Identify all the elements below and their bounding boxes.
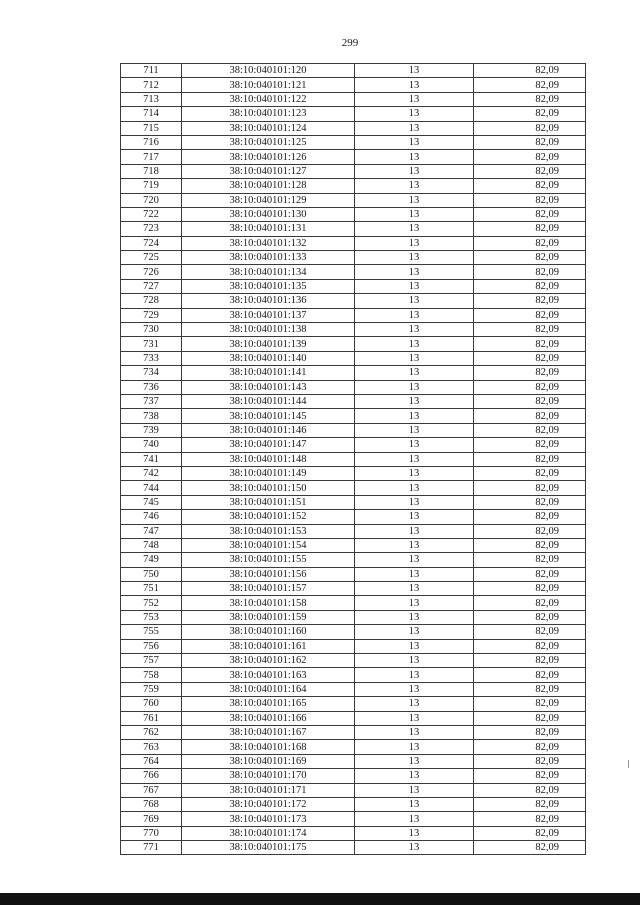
table-row	[121, 826, 586, 840]
value-cell: 82,09	[474, 582, 586, 596]
count-cell: 13	[355, 164, 474, 178]
count-cell: 13	[355, 697, 474, 711]
table-row	[121, 553, 586, 567]
row-number-cell: 763	[121, 740, 182, 754]
cadastral-number-cell: 38:10:040101:130	[182, 207, 355, 221]
count-cell: 13	[355, 308, 474, 322]
row-number-cell: 751	[121, 582, 182, 596]
count-cell: 13	[355, 438, 474, 452]
table-row	[121, 294, 586, 308]
cadastral-number-cell: 38:10:040101:162	[182, 654, 355, 668]
value-cell: 82,09	[474, 841, 586, 855]
row-number-cell: 741	[121, 452, 182, 466]
table-row	[121, 265, 586, 279]
cadastral-number-cell: 38:10:040101:173	[182, 812, 355, 826]
value-cell: 82,09	[474, 366, 586, 380]
value-cell: 82,09	[474, 351, 586, 365]
cadastral-number-cell: 38:10:040101:157	[182, 582, 355, 596]
table-row	[121, 797, 586, 811]
value-cell: 82,09	[474, 754, 586, 768]
count-cell: 13	[355, 380, 474, 394]
table-row	[121, 639, 586, 653]
row-number-cell: 736	[121, 380, 182, 394]
cadastral-number-cell: 38:10:040101:154	[182, 538, 355, 552]
table-row	[121, 711, 586, 725]
value-cell: 82,09	[474, 538, 586, 552]
table-body	[121, 64, 586, 855]
value-cell: 82,09	[474, 294, 586, 308]
row-number-cell: 769	[121, 812, 182, 826]
count-cell: 13	[355, 725, 474, 739]
table-row	[121, 251, 586, 265]
count-cell: 13	[355, 193, 474, 207]
count-cell: 13	[355, 510, 474, 524]
table-row	[121, 308, 586, 322]
row-number-cell: 764	[121, 754, 182, 768]
cadastral-number-cell: 38:10:040101:174	[182, 826, 355, 840]
value-cell: 82,09	[474, 78, 586, 92]
table-row	[121, 697, 586, 711]
row-number-cell: 731	[121, 337, 182, 351]
value-cell: 82,09	[474, 495, 586, 509]
value-cell: 82,09	[474, 725, 586, 739]
value-cell: 82,09	[474, 64, 586, 78]
row-number-cell: 746	[121, 510, 182, 524]
row-number-cell: 738	[121, 409, 182, 423]
value-cell: 82,09	[474, 164, 586, 178]
row-number-cell: 734	[121, 366, 182, 380]
cadastral-number-cell: 38:10:040101:151	[182, 495, 355, 509]
row-number-cell: 770	[121, 826, 182, 840]
table-row	[121, 279, 586, 293]
cadastral-number-cell: 38:10:040101:141	[182, 366, 355, 380]
value-cell: 82,09	[474, 409, 586, 423]
cadastral-number-cell: 38:10:040101:158	[182, 596, 355, 610]
value-cell: 82,09	[474, 265, 586, 279]
table-row	[121, 596, 586, 610]
cadastral-number-cell: 38:10:040101:132	[182, 236, 355, 250]
row-number-cell: 761	[121, 711, 182, 725]
table-row	[121, 769, 586, 783]
value-cell: 82,09	[474, 438, 586, 452]
table-row	[121, 452, 586, 466]
value-cell: 82,09	[474, 797, 586, 811]
table-row	[121, 841, 586, 855]
cadastral-number-cell: 38:10:040101:125	[182, 135, 355, 149]
table-row	[121, 366, 586, 380]
table-row	[121, 754, 586, 768]
count-cell: 13	[355, 222, 474, 236]
cadastral-number-cell: 38:10:040101:129	[182, 193, 355, 207]
cadastral-number-cell: 38:10:040101:153	[182, 524, 355, 538]
table-row	[121, 668, 586, 682]
count-cell: 13	[355, 265, 474, 279]
table-row	[121, 466, 586, 480]
cadastral-number-cell: 38:10:040101:136	[182, 294, 355, 308]
table-row	[121, 135, 586, 149]
value-cell: 82,09	[474, 251, 586, 265]
cadastral-number-cell: 38:10:040101:148	[182, 452, 355, 466]
value-cell: 82,09	[474, 654, 586, 668]
value-cell: 82,09	[474, 481, 586, 495]
cadastral-number-cell: 38:10:040101:145	[182, 409, 355, 423]
cadastral-number-cell: 38:10:040101:146	[182, 423, 355, 437]
cadastral-number-cell: 38:10:040101:159	[182, 610, 355, 624]
count-cell: 13	[355, 107, 474, 121]
value-cell: 82,09	[474, 567, 586, 581]
row-number-cell: 766	[121, 769, 182, 783]
row-number-cell: 758	[121, 668, 182, 682]
count-cell: 13	[355, 294, 474, 308]
row-number-cell: 762	[121, 725, 182, 739]
cadastral-number-cell: 38:10:040101:124	[182, 121, 355, 135]
count-cell: 13	[355, 394, 474, 408]
row-number-cell: 740	[121, 438, 182, 452]
table-row	[121, 380, 586, 394]
table-row	[121, 510, 586, 524]
cadastral-number-cell: 38:10:040101:165	[182, 697, 355, 711]
table-row	[121, 351, 586, 365]
value-cell: 82,09	[474, 337, 586, 351]
count-cell: 13	[355, 841, 474, 855]
table-row	[121, 222, 586, 236]
count-cell: 13	[355, 207, 474, 221]
cadastral-number-cell: 38:10:040101:171	[182, 783, 355, 797]
value-cell: 82,09	[474, 610, 586, 624]
count-cell: 13	[355, 639, 474, 653]
cadastral-number-cell: 38:10:040101:155	[182, 553, 355, 567]
cadastral-number-cell: 38:10:040101:167	[182, 725, 355, 739]
cadastral-number-cell: 38:10:040101:144	[182, 394, 355, 408]
table-row	[121, 193, 586, 207]
count-cell: 13	[355, 654, 474, 668]
row-number-cell: 719	[121, 179, 182, 193]
cadastral-number-cell: 38:10:040101:131	[182, 222, 355, 236]
value-cell: 82,09	[474, 812, 586, 826]
row-number-cell: 716	[121, 135, 182, 149]
table-row	[121, 409, 586, 423]
value-cell: 82,09	[474, 596, 586, 610]
table-row	[121, 582, 586, 596]
page-number: 299	[341, 37, 359, 49]
value-cell: 82,09	[474, 510, 586, 524]
value-cell: 82,09	[474, 697, 586, 711]
value-cell: 82,09	[474, 308, 586, 322]
cadastral-number-cell: 38:10:040101:126	[182, 150, 355, 164]
table-row	[121, 538, 586, 552]
value-cell: 82,09	[474, 452, 586, 466]
cadastral-number-cell: 38:10:040101:156	[182, 567, 355, 581]
row-number-cell: 753	[121, 610, 182, 624]
table-row	[121, 783, 586, 797]
count-cell: 13	[355, 567, 474, 581]
cadastral-number-cell: 38:10:040101:140	[182, 351, 355, 365]
table-row	[121, 121, 586, 135]
value-cell: 82,09	[474, 682, 586, 696]
count-cell: 13	[355, 553, 474, 567]
cadastral-number-cell: 38:10:040101:175	[182, 841, 355, 855]
table-row	[121, 682, 586, 696]
cadastral-number-cell: 38:10:040101:163	[182, 668, 355, 682]
count-cell: 13	[355, 740, 474, 754]
count-cell: 13	[355, 279, 474, 293]
row-number-cell: 712	[121, 78, 182, 92]
count-cell: 13	[355, 251, 474, 265]
value-cell: 82,09	[474, 193, 586, 207]
table-row	[121, 740, 586, 754]
value-cell: 82,09	[474, 207, 586, 221]
table-row	[121, 179, 586, 193]
cadastral-number-cell: 38:10:040101:138	[182, 323, 355, 337]
count-cell: 13	[355, 150, 474, 164]
count-cell: 13	[355, 78, 474, 92]
row-number-cell: 750	[121, 567, 182, 581]
value-cell: 82,09	[474, 711, 586, 725]
row-number-cell: 748	[121, 538, 182, 552]
value-cell: 82,09	[474, 639, 586, 653]
count-cell: 13	[355, 135, 474, 149]
count-cell: 13	[355, 524, 474, 538]
row-number-cell: 756	[121, 639, 182, 653]
row-number-cell: 739	[121, 423, 182, 437]
value-cell: 82,09	[474, 394, 586, 408]
row-number-cell: 714	[121, 107, 182, 121]
value-cell: 82,09	[474, 92, 586, 106]
value-cell: 82,09	[474, 524, 586, 538]
cadastral-number-cell: 38:10:040101:169	[182, 754, 355, 768]
row-number-cell: 742	[121, 466, 182, 480]
count-cell: 13	[355, 495, 474, 509]
count-cell: 13	[355, 812, 474, 826]
count-cell: 13	[355, 179, 474, 193]
cadastral-number-cell: 38:10:040101:161	[182, 639, 355, 653]
table-row	[121, 567, 586, 581]
table-row	[121, 423, 586, 437]
cadastral-number-cell: 38:10:040101:147	[182, 438, 355, 452]
scan-bottom-edge	[0, 893, 640, 905]
row-number-cell: 757	[121, 654, 182, 668]
value-cell: 82,09	[474, 783, 586, 797]
table-row	[121, 64, 586, 78]
row-number-cell: 717	[121, 150, 182, 164]
count-cell: 13	[355, 64, 474, 78]
count-cell: 13	[355, 538, 474, 552]
count-cell: 13	[355, 610, 474, 624]
table-row	[121, 610, 586, 624]
value-cell: 82,09	[474, 222, 586, 236]
cadastral-number-cell: 38:10:040101:168	[182, 740, 355, 754]
value-cell: 82,09	[474, 279, 586, 293]
cadastral-number-cell: 38:10:040101:134	[182, 265, 355, 279]
row-number-cell: 745	[121, 495, 182, 509]
value-cell: 82,09	[474, 323, 586, 337]
cadastral-number-cell: 38:10:040101:139	[182, 337, 355, 351]
table-row	[121, 78, 586, 92]
count-cell: 13	[355, 366, 474, 380]
cadastral-number-cell: 38:10:040101:133	[182, 251, 355, 265]
row-number-cell: 767	[121, 783, 182, 797]
row-number-cell: 727	[121, 279, 182, 293]
count-cell: 13	[355, 596, 474, 610]
value-cell: 82,09	[474, 769, 586, 783]
row-number-cell: 771	[121, 841, 182, 855]
table-row	[121, 92, 586, 106]
value-cell: 82,09	[474, 423, 586, 437]
parcel-table	[120, 63, 586, 855]
table-row	[121, 207, 586, 221]
count-cell: 13	[355, 711, 474, 725]
count-cell: 13	[355, 668, 474, 682]
row-number-cell: 725	[121, 251, 182, 265]
row-number-cell: 718	[121, 164, 182, 178]
table-row	[121, 654, 586, 668]
value-cell: 82,09	[474, 553, 586, 567]
row-number-cell: 747	[121, 524, 182, 538]
table-row	[121, 812, 586, 826]
row-number-cell: 733	[121, 351, 182, 365]
cadastral-number-cell: 38:10:040101:120	[182, 64, 355, 78]
table-row	[121, 524, 586, 538]
cadastral-number-cell: 38:10:040101:152	[182, 510, 355, 524]
row-number-cell: 724	[121, 236, 182, 250]
cadastral-number-cell: 38:10:040101:137	[182, 308, 355, 322]
count-cell: 13	[355, 423, 474, 437]
table-row	[121, 164, 586, 178]
count-cell: 13	[355, 337, 474, 351]
value-cell: 82,09	[474, 135, 586, 149]
row-number-cell: 737	[121, 394, 182, 408]
cadastral-number-cell: 38:10:040101:122	[182, 92, 355, 106]
value-cell: 82,09	[474, 121, 586, 135]
table-row	[121, 150, 586, 164]
count-cell: 13	[355, 682, 474, 696]
row-number-cell: 729	[121, 308, 182, 322]
cadastral-number-cell: 38:10:040101:123	[182, 107, 355, 121]
count-cell: 13	[355, 625, 474, 639]
table-row	[121, 107, 586, 121]
row-number-cell: 730	[121, 323, 182, 337]
row-number-cell: 713	[121, 92, 182, 106]
value-cell: 82,09	[474, 236, 586, 250]
table-row	[121, 438, 586, 452]
cadastral-number-cell: 38:10:040101:128	[182, 179, 355, 193]
value-cell: 82,09	[474, 107, 586, 121]
value-cell: 82,09	[474, 150, 586, 164]
row-number-cell: 760	[121, 697, 182, 711]
count-cell: 13	[355, 826, 474, 840]
count-cell: 13	[355, 481, 474, 495]
table-row	[121, 495, 586, 509]
count-cell: 13	[355, 121, 474, 135]
row-number-cell: 715	[121, 121, 182, 135]
count-cell: 13	[355, 92, 474, 106]
cadastral-number-cell: 38:10:040101:143	[182, 380, 355, 394]
value-cell: 82,09	[474, 826, 586, 840]
scan-edge-mark	[628, 760, 629, 768]
count-cell: 13	[355, 754, 474, 768]
row-number-cell: 722	[121, 207, 182, 221]
count-cell: 13	[355, 582, 474, 596]
cadastral-number-cell: 38:10:040101:121	[182, 78, 355, 92]
value-cell: 82,09	[474, 466, 586, 480]
count-cell: 13	[355, 783, 474, 797]
count-cell: 13	[355, 236, 474, 250]
row-number-cell: 726	[121, 265, 182, 279]
cadastral-number-cell: 38:10:040101:160	[182, 625, 355, 639]
cadastral-number-cell: 38:10:040101:166	[182, 711, 355, 725]
value-cell: 82,09	[474, 179, 586, 193]
cadastral-number-cell: 38:10:040101:164	[182, 682, 355, 696]
table-row	[121, 323, 586, 337]
row-number-cell: 723	[121, 222, 182, 236]
count-cell: 13	[355, 409, 474, 423]
row-number-cell: 752	[121, 596, 182, 610]
cadastral-number-cell: 38:10:040101:149	[182, 466, 355, 480]
cadastral-number-cell: 38:10:040101:127	[182, 164, 355, 178]
table-row	[121, 236, 586, 250]
table-row	[121, 725, 586, 739]
table-row	[121, 394, 586, 408]
table-row	[121, 481, 586, 495]
row-number-cell: 720	[121, 193, 182, 207]
value-cell: 82,09	[474, 380, 586, 394]
count-cell: 13	[355, 797, 474, 811]
cadastral-number-cell: 38:10:040101:170	[182, 769, 355, 783]
value-cell: 82,09	[474, 740, 586, 754]
row-number-cell: 759	[121, 682, 182, 696]
count-cell: 13	[355, 769, 474, 783]
row-number-cell: 711	[121, 64, 182, 78]
cadastral-number-cell: 38:10:040101:172	[182, 797, 355, 811]
count-cell: 13	[355, 452, 474, 466]
count-cell: 13	[355, 351, 474, 365]
table-row	[121, 337, 586, 351]
cadastral-number-cell: 38:10:040101:150	[182, 481, 355, 495]
count-cell: 13	[355, 466, 474, 480]
row-number-cell: 744	[121, 481, 182, 495]
row-number-cell: 749	[121, 553, 182, 567]
table-row	[121, 625, 586, 639]
value-cell: 82,09	[474, 625, 586, 639]
value-cell: 82,09	[474, 668, 586, 682]
row-number-cell: 768	[121, 797, 182, 811]
cadastral-number-cell: 38:10:040101:135	[182, 279, 355, 293]
count-cell: 13	[355, 323, 474, 337]
row-number-cell: 728	[121, 294, 182, 308]
row-number-cell: 755	[121, 625, 182, 639]
